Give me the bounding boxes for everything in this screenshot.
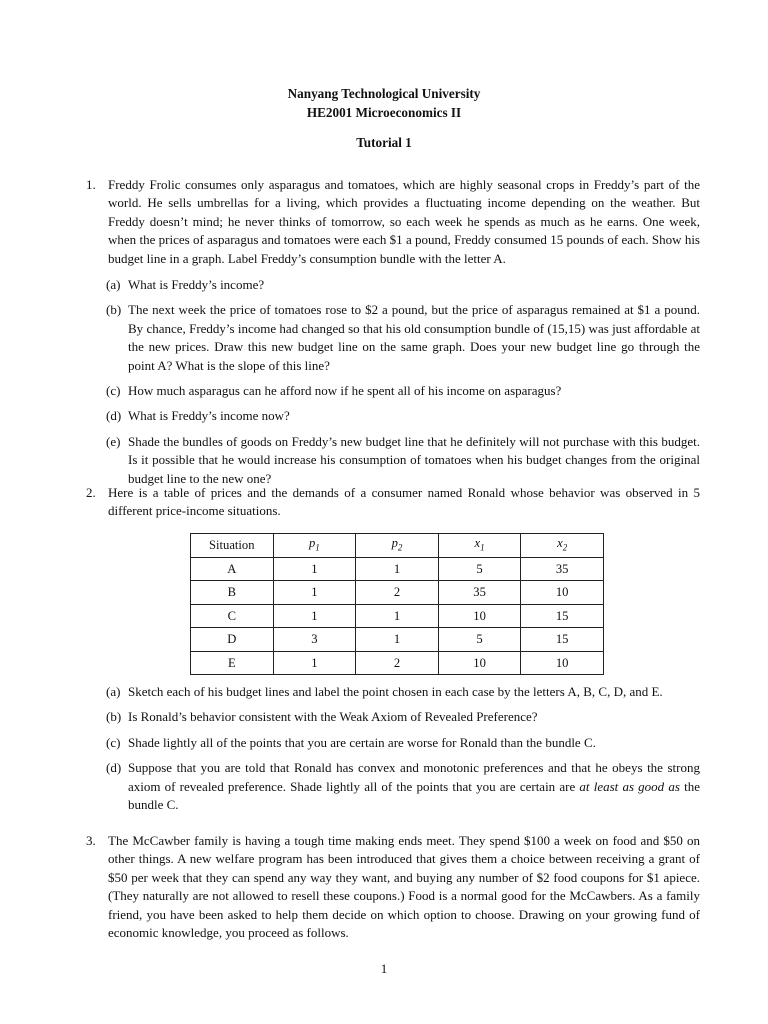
page-number: 1 xyxy=(380,961,388,976)
table-header-cell: $x_2$ xyxy=(521,534,604,558)
sub-question-label: (a) xyxy=(106,684,121,699)
table-cell: 5 xyxy=(438,628,521,652)
table-cell: A xyxy=(191,557,274,581)
emphasized-text: at least as good as xyxy=(579,778,680,794)
question-1 xyxy=(86,176,700,488)
sub-question-text: What is Freddy’s income now? xyxy=(128,408,290,424)
sub-question-label: (a) xyxy=(106,277,121,293)
sub-question-text: The next week the price of tomatoes rose to $2 a pound, but the price of asparagus remained at $1 a pound. By chance, Freddy’s income had changed so that his old consumption bundle of (15,15) was just affordable at the new prices. Draw this new budget line on the same graph. Does your new budget line go through the point A? What is the slope of this line? xyxy=(128,302,700,373)
table-cell: 2 xyxy=(356,581,439,605)
table-header-cell: $p_1$ xyxy=(273,534,356,558)
sub-question xyxy=(86,433,700,488)
table-cell: 1 xyxy=(356,604,439,628)
table-header-cell: Situation xyxy=(191,534,274,558)
sub-question-text: Is Ronald’s behavior consistent with the Weak Axiom of Revealed Preference? xyxy=(128,709,538,725)
table-cell: 35 xyxy=(438,581,521,605)
question-number: 2. xyxy=(86,485,96,500)
table-cell: C xyxy=(191,604,274,628)
question-text: Here is a table of prices and the demands of a consumer named Ronald whose behavior was observed in 5 different price-income situations. xyxy=(108,485,700,519)
sub-question-label: (e) xyxy=(106,433,121,449)
table-cell: 1 xyxy=(273,581,356,605)
table-header-row xyxy=(191,534,604,558)
sub-question-text: Shade lightly all of the points that you are certain are worse for Ronald than the bundle C. xyxy=(128,734,596,750)
sub-question-text: Suppose that you are told that Ronald has convex and monotonic preferences and that he obeys the strong axiom of revealed preference. Shade lightly all of the points that you are certain are at least as good as the bundle C. xyxy=(128,760,700,813)
tutorial-title: Tutorial 1 xyxy=(356,135,412,150)
document-header xyxy=(0,84,768,122)
ronald-data-table xyxy=(190,533,604,675)
sub-question xyxy=(86,759,700,814)
sub-question-label: (c) xyxy=(106,734,121,750)
table-cell: 10 xyxy=(521,581,604,605)
table-row xyxy=(191,581,604,605)
table-row xyxy=(191,557,604,581)
sub-question-label: (d) xyxy=(106,760,122,776)
table-cell: 2 xyxy=(356,651,439,675)
sub-question-text: What is Freddy’s income? xyxy=(128,277,265,293)
question-text: The McCawber family is having a tough time making ends meet. They spend $100 a week on food and $50 on other things. A new welfare program has been introduced that gives them a choice between receiving a grant of $50 per week that they can spend any way they want, and buying any number of $2 food coupons for $1 apiece. (They naturally are not allowed to resell these coupons.) Food is a normal good for the McCawbers. As a family friend, you have been asked to help them decide on which option to choose. Drawing on your growing fund of economic knowledge, you proceed as follows. xyxy=(108,833,700,941)
question-text: Freddy Frolic consumes only asparagus and tomatoes, which are highly seasonal crops in Freddy’s part of the world. He sells umbrellas for a living, which provides a fluctuating income depending on the weather. But Freddy doesn’t mind; he never thinks of tomorrow, so each week he spends as much as he earns. One week, when the prices of asparagus and tomatoes were each $1 a pound, Freddy consumed 15 pounds of each. Show his budget line in a graph. Label Freddy’s consumption bundle with the letter A. xyxy=(108,177,700,266)
sub-question-label: (d) xyxy=(106,408,122,424)
university-name: Nanyang Technological University xyxy=(287,86,481,101)
sub-question-text: How much asparagus can he afford now if he spent all of his income on asparagus? xyxy=(128,383,562,399)
table-cell: 15 xyxy=(521,604,604,628)
table-cell: 5 xyxy=(438,557,521,581)
table-cell: D xyxy=(191,628,274,652)
table-row xyxy=(191,628,604,652)
table-cell: 10 xyxy=(438,651,521,675)
table-header-cell: $x_1$ xyxy=(438,534,521,558)
table-cell: 3 xyxy=(273,628,356,652)
table-cell: 1 xyxy=(273,557,356,581)
table-row xyxy=(191,651,604,675)
question-number: 3. xyxy=(86,833,96,848)
table-cell: 1 xyxy=(356,557,439,581)
sub-question-text: Shade the bundles of goods on Freddy’s new budget line that he definitely will not purchase with this budget. Is it possible that he would increase his consumption of tomatoes when his budget changes from the original budget line to the new one? xyxy=(128,433,700,486)
sub-question xyxy=(86,708,700,726)
sub-question-label: (b) xyxy=(106,709,122,725)
sub-question xyxy=(86,407,700,425)
table-header-cell: $p_2$ xyxy=(356,534,439,558)
table-cell: 10 xyxy=(521,651,604,675)
table-cell: B xyxy=(191,581,274,605)
table-row xyxy=(191,604,604,628)
table-cell: E xyxy=(191,651,274,675)
question-2 xyxy=(86,484,700,521)
table-cell: 1 xyxy=(273,604,356,628)
question-2-parts xyxy=(86,683,700,814)
sub-question-label: (b) xyxy=(106,302,122,318)
sub-question xyxy=(86,734,700,752)
table-cell: 1 xyxy=(356,628,439,652)
sub-question xyxy=(86,683,700,701)
sub-question xyxy=(86,276,700,294)
course-title: HE2001 Microeconomics II xyxy=(306,105,462,120)
sub-question xyxy=(86,301,700,375)
sub-question xyxy=(86,382,700,400)
table-cell: 10 xyxy=(438,604,521,628)
question-3 xyxy=(86,832,700,942)
table-cell: 35 xyxy=(521,557,604,581)
question-number: 1. xyxy=(86,177,96,192)
table-cell: 1 xyxy=(273,651,356,675)
sub-question-label: (c) xyxy=(106,383,121,399)
table-cell: 15 xyxy=(521,628,604,652)
sub-question-text: Sketch each of his budget lines and label the point chosen in each case by the letters A, B, C, D, and E. xyxy=(128,684,663,699)
